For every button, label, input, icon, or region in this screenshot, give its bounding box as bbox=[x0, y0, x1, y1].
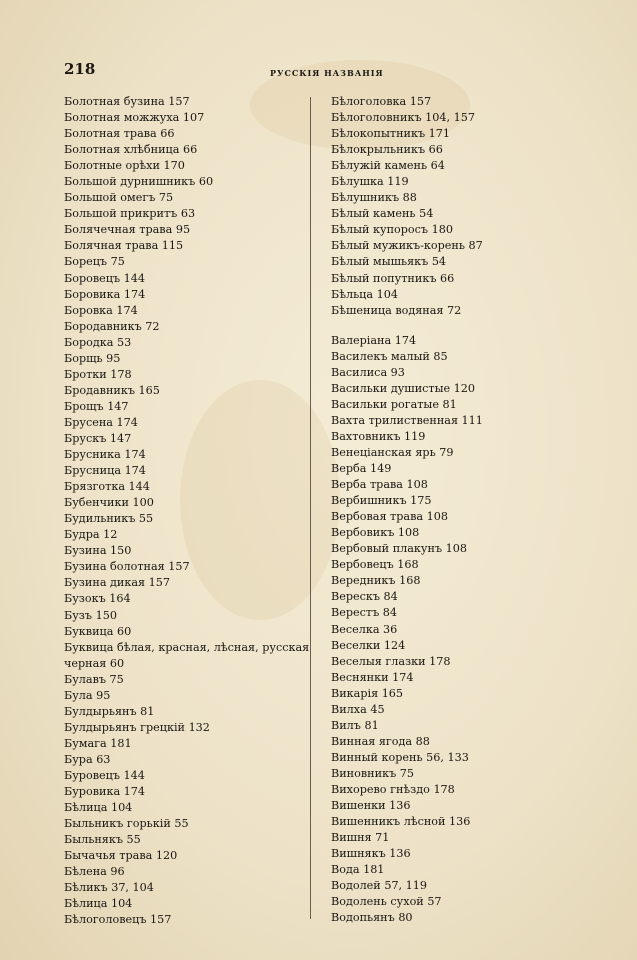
running-head: РУССКІЯ НАЗВАНІЯ bbox=[270, 68, 384, 78]
page-number: 218 bbox=[64, 60, 96, 78]
index-entry: Бѣшеница водяная 72 bbox=[331, 303, 462, 317]
index-entry: Васильки рогатые 81 bbox=[331, 397, 457, 411]
index-entry: Болотная можжуха 107 bbox=[64, 111, 205, 125]
index-entry: Брусница 174 bbox=[64, 464, 146, 478]
index-entry: Вишенникъ лѣсной 136 bbox=[331, 815, 471, 829]
index-entry: Вербовецъ 168 bbox=[331, 558, 419, 572]
index-column-left bbox=[64, 94, 310, 928]
index-entry: Верестъ 84 bbox=[331, 606, 397, 620]
index-entry: Веснянки 174 bbox=[331, 670, 414, 684]
index-entry: Борецъ 75 bbox=[64, 255, 125, 269]
index-entry: Водолень сухой 57 bbox=[331, 895, 442, 909]
index-entry: Бѣлица 104 bbox=[64, 801, 133, 815]
index-entry: Василиса 93 bbox=[331, 365, 405, 379]
index-entry: Вередникъ 168 bbox=[331, 574, 421, 588]
index-entry: Бѣлый купоросъ 180 bbox=[331, 223, 453, 237]
index-entry: Болячечная трава 95 bbox=[64, 223, 191, 237]
index-entry: Вихорево гнѣздо 178 bbox=[331, 782, 455, 796]
index-entry: Боровка 174 bbox=[64, 303, 138, 317]
index-entry: Бузина 150 bbox=[64, 544, 132, 558]
index-column-right bbox=[331, 94, 621, 926]
index-entry: Вилъ 81 bbox=[331, 718, 379, 732]
index-entry: Винный корень 56, 133 bbox=[331, 750, 469, 764]
index-entry: Бѣлоголовникъ 104, 157 bbox=[331, 111, 475, 125]
index-entry: Брускъ 147 bbox=[64, 431, 132, 445]
index-entry: Боровика 174 bbox=[64, 287, 146, 301]
index-entry: Василекъ малый 85 bbox=[331, 349, 448, 363]
index-entry: Венеціанская ярь 79 bbox=[331, 445, 454, 459]
index-entry: Вишня 71 bbox=[331, 831, 390, 845]
index-entry: Бѣлужій камень 64 bbox=[331, 159, 445, 173]
index-entry: Большой дурнишникъ 60 bbox=[64, 175, 214, 189]
index-entry: Вербовый плакунъ 108 bbox=[331, 542, 467, 556]
index-entry: Бѣлушникъ 88 bbox=[331, 191, 417, 205]
index-entry: Бротки 178 bbox=[64, 367, 132, 381]
index-entry: Бѣлый мышьякъ 54 bbox=[331, 255, 447, 269]
index-entry: Винная ягода 88 bbox=[331, 734, 430, 748]
index-entry: Водопьянъ 80 bbox=[331, 911, 413, 925]
index-entry: Быльнякъ 55 bbox=[64, 833, 141, 847]
index-entry: Бѣлокрыльникъ 66 bbox=[331, 143, 443, 157]
index-entry: Веселки 124 bbox=[331, 638, 406, 652]
index-entry: Бродавникъ 165 bbox=[64, 383, 160, 397]
index-entry: Булдырьянъ 81 bbox=[64, 704, 155, 718]
index-entry: Водолей 57, 119 bbox=[331, 879, 428, 893]
index-entry: Бузокъ 164 bbox=[64, 592, 131, 606]
index-entry: Боровецъ 144 bbox=[64, 271, 145, 285]
index-entry: Булавъ 75 bbox=[64, 672, 124, 686]
index-entry: Болотная хлѣбница 66 bbox=[64, 143, 198, 157]
index-entry: Брусена 174 bbox=[64, 415, 138, 429]
index-entry: Бѣлый камень 54 bbox=[331, 207, 434, 221]
index-entry: Верба 149 bbox=[331, 462, 392, 476]
index-entry: Бѣльца 104 bbox=[331, 287, 398, 301]
index-entry: Вода 181 bbox=[331, 863, 385, 877]
index-entry: Веселка 36 bbox=[331, 622, 398, 636]
index-entry: Бородка 53 bbox=[64, 335, 132, 349]
index-entry: Буквица бѣлая, красная, лѣсная, русская bbox=[64, 640, 310, 654]
index-entry: Бузъ 150 bbox=[64, 608, 117, 622]
index-entry: Вишнякъ 136 bbox=[331, 847, 411, 861]
index-entry: Будра 12 bbox=[64, 528, 118, 542]
index-entry: Верба трава 108 bbox=[331, 478, 428, 492]
index-entry: Вишенки 136 bbox=[331, 799, 411, 813]
index-entry: Большой омегъ 75 bbox=[64, 191, 174, 205]
index-entry: Болотные орѣхи 170 bbox=[64, 159, 185, 173]
index-entry: Бородавникъ 72 bbox=[64, 319, 160, 333]
index-entry: Бубенчики 100 bbox=[64, 496, 154, 510]
index-entry: Вахтовникъ 119 bbox=[331, 429, 426, 443]
index-entry: Бѣлоголовка 157 bbox=[331, 95, 432, 108]
index-entry: Верескъ 84 bbox=[331, 590, 398, 604]
index-entry: Валеріана 174 bbox=[331, 333, 417, 347]
index-entry: Бѣлена 96 bbox=[64, 865, 125, 879]
index-entry: Васильки душистые 120 bbox=[331, 381, 476, 395]
index-entry: Бура 63 bbox=[64, 752, 111, 766]
index-entry: Бѣлый мужикъ-корень 87 bbox=[331, 239, 483, 253]
index-entry: Буровецъ 144 bbox=[64, 768, 145, 782]
index-entry: Брязготка 144 bbox=[64, 480, 150, 494]
index-entry: Була 95 bbox=[64, 688, 111, 702]
index-entry: Бѣлоголовецъ 157 bbox=[64, 913, 172, 927]
index-entry: Бѣликъ 37, 104 bbox=[64, 881, 154, 895]
index-entry: Бузина дикая 157 bbox=[64, 576, 171, 590]
index-entry: Болотная бузина 157 bbox=[64, 95, 190, 108]
index-entry: Борщь 95 bbox=[64, 351, 121, 365]
column-divider bbox=[310, 97, 311, 919]
index-entry: Бѣлый попутникъ 66 bbox=[331, 271, 455, 285]
index-entry: Бѣлица 104 bbox=[64, 897, 133, 911]
index-entry: черная 60 bbox=[64, 656, 125, 670]
index-entry: Вилха 45 bbox=[331, 702, 385, 716]
index-entry: Вербовикъ 108 bbox=[331, 526, 420, 540]
index-entry: Буровика 174 bbox=[64, 785, 146, 799]
index-entry: Быльникъ горькій 55 bbox=[64, 817, 189, 831]
index-entry: Брощъ 147 bbox=[64, 399, 129, 413]
index-entry: Вербовая трава 108 bbox=[331, 510, 448, 524]
index-entry: Будильникъ 55 bbox=[64, 512, 154, 526]
index-entry: Бумага 181 bbox=[64, 736, 132, 750]
index-entry: Веселыя глазки 178 bbox=[331, 654, 451, 668]
index-entry: Бузина болотная 157 bbox=[64, 560, 190, 574]
index-entry: Булдырьянъ грецкій 132 bbox=[64, 720, 210, 734]
index-entry: Викарія 165 bbox=[331, 686, 404, 700]
index-entry: Болотная трава 66 bbox=[64, 127, 175, 141]
index-entry: Большой прикритъ 63 bbox=[64, 207, 196, 221]
index-entry: Бычачья трава 120 bbox=[64, 849, 178, 863]
index-entry: Бѣлушка 119 bbox=[331, 175, 409, 189]
index-entry: Брусника 174 bbox=[64, 448, 146, 462]
index-entry: Бѣлокопытникъ 171 bbox=[331, 127, 451, 141]
section-gap bbox=[331, 319, 621, 333]
index-entry: Вербишникъ 175 bbox=[331, 494, 432, 508]
index-entry: Буквица 60 bbox=[64, 624, 132, 638]
index-entry: Вахта трилиственная 111 bbox=[331, 413, 483, 427]
index-entry: Виновникъ 75 bbox=[331, 766, 414, 780]
index-entry: Болячная трава 115 bbox=[64, 239, 184, 253]
